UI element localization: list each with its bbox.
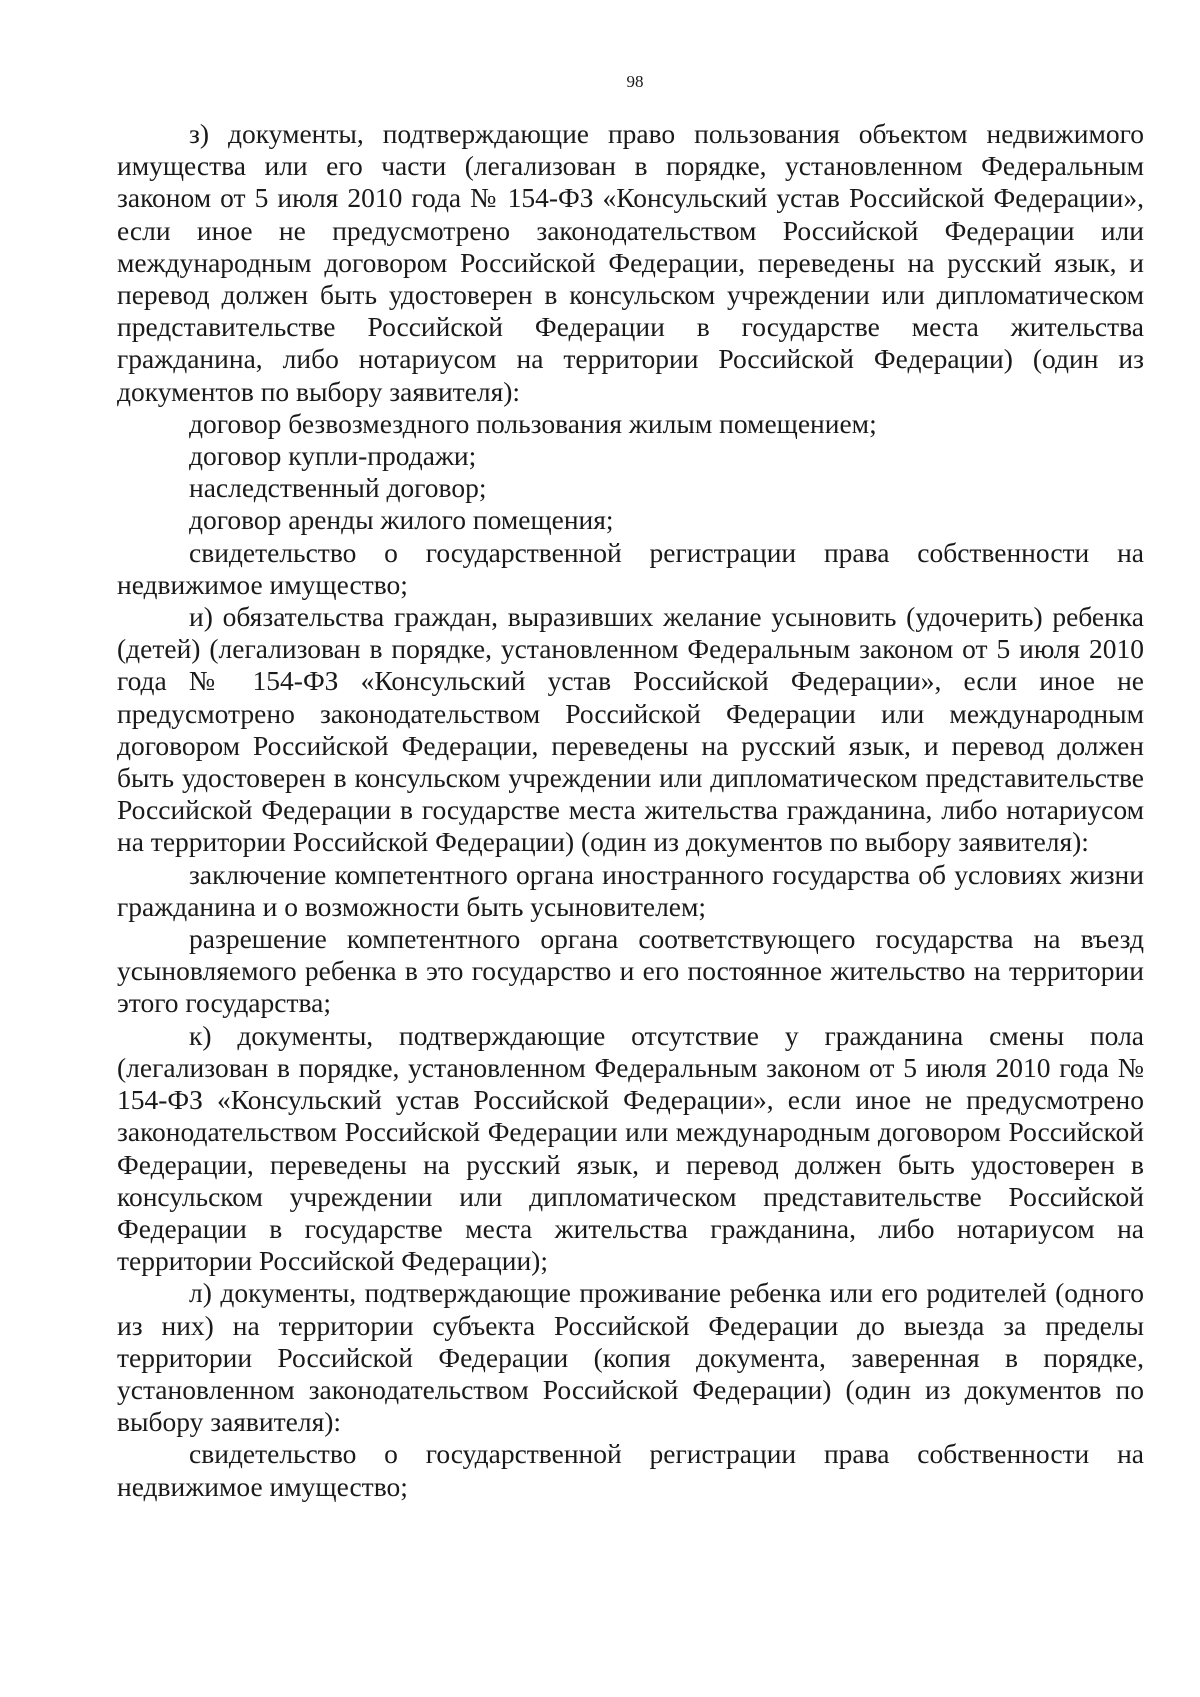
paragraph-entry-permission: разрешение компетентного органа соответствующего государства на въезд усыновляемого ребенка в это государство и его постоянное жительство на территории этого государства; (117, 923, 1144, 1019)
page-number: 98 (626, 72, 644, 91)
paragraph-l-residence-documents: л) документы, подтверждающие проживание ребенка или его родителей (одного из них) на территории субъекта Российской Федерации до выезда за пределы территории Российской Федерации (копия документа, заверенная в порядке, установленном законодательством Российской Федерации) (один из документов по выбору заявителя): (117, 1277, 1144, 1438)
paragraph-i-adoption-obligations: и) обязательства граждан, выразивших желание усыновить (удочерить) ребенка (детей) (легализован в порядке, установленном Федеральным законом от 5 июля 2010 года № 154-ФЗ «Консульский устав Российской Федерации», если иное не предусмотрено законодательством Российской Федерации или международным договором Российской Федерации, переведены на русский язык, и перевод должен быть удостоверен в консульском учреждении или дипломатическом представительстве Российской Федерации в государстве места жительства гражданина, либо нотариусом на территории Российской Федерации) (один из документов по выбору заявителя): (117, 601, 1144, 858)
document-body (117, 118, 1144, 1503)
paragraph-z-documents-right-of-use: з) документы, подтверждающие право пользования объектом недвижимого имущества или его части (легализован в порядке, установленном Федеральным законом от 5 июля 2010 года № 154-ФЗ «Консульский устав Российской Федерации», если иное не предусмотрено законодательством Российской Федерации или международным договором Российской Федерации, переведены на русский язык, и перевод должен быть удостоверен в консульском учреждении или дипломатическом представительстве Российской Федерации в государстве места жительства гражданина, либо нотариусом на территории Российской Федерации) (один из документов по выбору заявителя): (117, 118, 1144, 407)
paragraph-inheritance-agreement: наследственный договор; (189, 472, 487, 504)
paragraph-k-no-gender-change: к) документы, подтверждающие отсутствие у гражданина смены пола (легализован в порядке, установленном Федеральным законом от 5 июля 2010 года № 154-ФЗ «Консульский устав Российской Федерации», если иное не предусмотрено законодательством Российской Федерации или международным договором Российской Федерации, переведены на русский язык, и перевод должен быть удостоверен в консульском учреждении или дипломатическом представительстве Российской Федерации в государстве места жительства гражданина, либо нотариусом на территории Российской Федерации); (117, 1019, 1144, 1277)
paragraph-free-use-agreement: договор безвозмездного пользования жилым помещением; (189, 407, 877, 439)
paragraph-competent-authority-conclusion: заключение компетентного органа иностранного государства об условиях жизни гражданина и о возможности быть усыновителем; (117, 858, 1144, 922)
paragraph-property-registration-certificate-2: свидетельство о государственной регистрации права собственности на недвижимое имущество; (117, 1438, 1144, 1502)
paragraph-lease-agreement: договор аренды жилого помещения; (189, 504, 614, 536)
paragraph-property-registration-certificate: свидетельство о государственной регистрации права собственности на недвижимое имущество; (117, 536, 1144, 600)
paragraph-sale-agreement: договор купли-продажи; (189, 440, 477, 472)
